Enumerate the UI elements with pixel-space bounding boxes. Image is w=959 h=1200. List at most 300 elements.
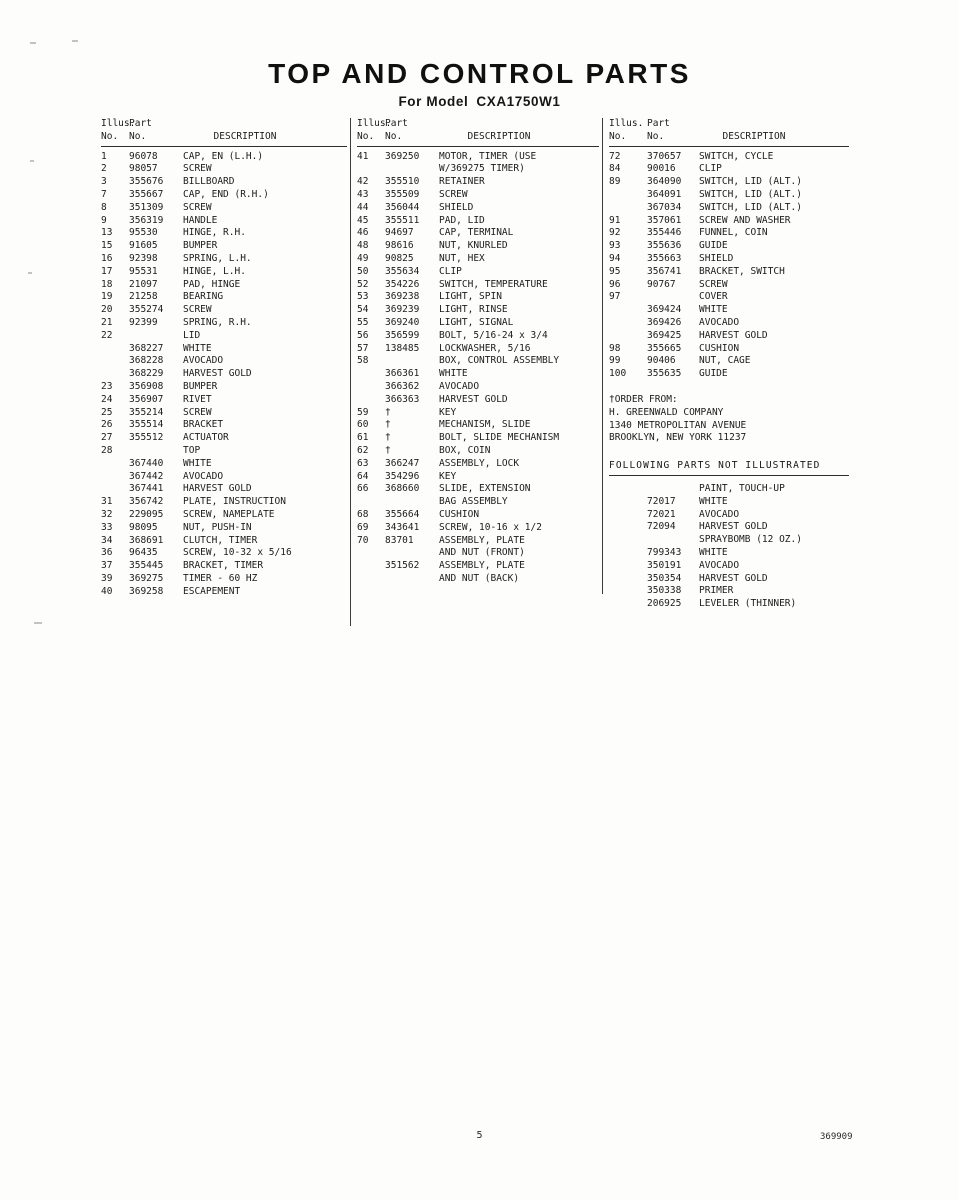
part-no-cell: 355665 <box>647 342 682 354</box>
parts-row <box>101 355 347 368</box>
illus-no-cell <box>609 330 647 343</box>
parts-row <box>609 279 849 292</box>
description-cell: W/369275 TIMER) <box>439 163 525 175</box>
part-no-cell <box>129 445 181 458</box>
description-cell: SWITCH, LID (ALT.) <box>699 176 802 188</box>
part-no-cell: 356907 <box>129 393 164 405</box>
parts-row <box>101 253 347 266</box>
part-no-cell: 355510 <box>385 176 420 188</box>
description-cell: CLIP <box>699 163 722 175</box>
illus-no-cell: 23 <box>101 380 113 392</box>
part-no-cell: 364091 <box>647 188 682 200</box>
description-cell: PAINT, TOUCH-UP <box>699 482 785 494</box>
description-cell: LOCKWASHER, 5/16 <box>439 342 531 354</box>
description-cell: SCREW, 10-16 x 1/2 <box>439 521 542 533</box>
parts-row <box>609 151 849 164</box>
parts-column-left <box>101 118 347 598</box>
parts-row <box>357 291 599 304</box>
description-cell: AVOCADO <box>183 355 224 367</box>
column-header <box>609 118 849 147</box>
part-no-cell: 356044 <box>385 201 420 213</box>
illus-no-cell: 16 <box>101 252 113 264</box>
illus-no-cell <box>609 202 647 215</box>
part-no-cell: 72017 <box>647 495 676 507</box>
parts-row <box>357 458 599 471</box>
part-no-cell <box>385 547 437 560</box>
part-no-cell: 96078 <box>129 150 158 162</box>
parts-row <box>609 176 849 189</box>
part-no-cell: 138485 <box>385 342 420 354</box>
description-cell: ESCAPEMENT <box>183 585 241 597</box>
parts-row <box>357 253 599 266</box>
illus-no-cell: 50 <box>357 265 369 277</box>
parts-row <box>101 368 347 381</box>
description-cell: GUIDE <box>699 368 728 380</box>
description-cell: ASSEMBLY, PLATE <box>439 560 525 572</box>
description-cell: SCREW <box>183 304 212 316</box>
header-part-label: Part <box>385 118 408 129</box>
page-number: 5 <box>476 1130 483 1141</box>
parts-row <box>357 279 599 292</box>
part-no-cell: 72021 <box>647 508 676 520</box>
parts-row <box>101 343 347 356</box>
description-cell: NUT, PUSH-IN <box>183 521 252 533</box>
parts-row <box>609 509 849 522</box>
header-no-label: No. <box>609 130 627 142</box>
description-cell: TIMER - 60 HZ <box>183 572 258 584</box>
description-cell: BRACKET, TIMER <box>183 560 264 572</box>
order-from-line: BROOKLYN, NEW YORK 11237 <box>609 432 747 444</box>
illus-no-cell: 58 <box>357 355 369 367</box>
illus-no-cell <box>609 189 647 202</box>
description-cell: NUT, KNURLED <box>439 240 508 252</box>
description-cell: SLIDE, EXTENSION <box>439 483 531 495</box>
description-cell: BEARING <box>183 291 224 303</box>
parts-row <box>357 483 599 496</box>
parts-row <box>357 215 599 228</box>
parts-row <box>101 419 347 432</box>
part-no-cell: 206925 <box>647 598 682 610</box>
part-no-cell: 98095 <box>129 521 158 533</box>
illus-no-cell: 28 <box>101 444 113 456</box>
illus-no-cell: 20 <box>101 304 113 316</box>
parts-row <box>101 483 347 496</box>
model-subtitle <box>0 94 959 109</box>
parts-row <box>101 471 347 484</box>
parts-row <box>357 471 599 484</box>
part-no-cell: † <box>385 444 391 456</box>
header-no-label: No. <box>647 130 665 142</box>
model-subtitle-prefix: For Model <box>398 94 469 109</box>
parts-column-right <box>609 118 849 611</box>
illus-no-cell: 32 <box>101 508 113 520</box>
page-title: TOP AND CONTROL PARTS <box>268 58 691 89</box>
description-cell: GUIDE <box>699 240 728 252</box>
parts-row <box>101 202 347 215</box>
part-no-cell: 368227 <box>129 342 164 354</box>
part-no-cell: 370657 <box>647 150 682 162</box>
part-no-cell: 369424 <box>647 304 682 316</box>
illus-no-cell: 66 <box>357 483 369 495</box>
description-cell: LIGHT, RINSE <box>439 304 508 316</box>
illus-no-cell: 46 <box>357 227 369 239</box>
parts-row <box>609 547 849 560</box>
parts-row <box>101 151 347 164</box>
illus-no-cell <box>101 355 129 368</box>
illus-no-cell: 21 <box>101 316 113 328</box>
parts-row <box>101 163 347 176</box>
description-cell: SCREW <box>183 201 212 213</box>
illus-no-cell: 1 <box>101 150 107 162</box>
part-no-cell: 355667 <box>129 188 164 200</box>
parts-row <box>101 266 347 279</box>
illus-no-cell: 84 <box>609 163 621 175</box>
description-cell: HARVEST GOLD <box>183 483 252 495</box>
description-cell: LIGHT, SPIN <box>439 291 502 303</box>
description-cell: LIGHT, SIGNAL <box>439 316 514 328</box>
order-from-line: 1340 METROPOLITAN AVENUE <box>609 419 747 431</box>
part-no-cell: 350338 <box>647 585 682 597</box>
part-no-cell: 368660 <box>385 483 420 495</box>
parts-row <box>609 560 849 573</box>
parts-column-middle <box>357 118 599 586</box>
parts-row <box>101 586 347 599</box>
part-no-cell <box>647 483 697 496</box>
description-cell: SHIELD <box>439 201 474 213</box>
parts-row <box>357 227 599 240</box>
illus-no-cell <box>357 496 385 509</box>
parts-row <box>609 291 849 304</box>
part-no-cell: 343641 <box>385 521 420 533</box>
column-header <box>357 118 599 147</box>
parts-row <box>101 215 347 228</box>
part-no-cell: 94697 <box>385 227 414 239</box>
description-cell: AVOCADO <box>699 508 740 520</box>
parts-row <box>609 585 849 598</box>
illus-no-cell: 26 <box>101 419 113 431</box>
part-no-cell: 92399 <box>129 316 158 328</box>
part-no-cell: 98616 <box>385 240 414 252</box>
illus-no-cell <box>609 521 647 534</box>
header-description-label: DESCRIPTION <box>467 130 531 142</box>
illus-no-cell: 7 <box>101 188 107 200</box>
part-no-cell: 368229 <box>129 368 164 380</box>
parts-row <box>101 573 347 586</box>
parts-row <box>101 304 347 317</box>
description-cell: WHITE <box>439 368 468 380</box>
parts-row <box>101 227 347 240</box>
scan-artifact <box>72 40 78 42</box>
description-cell: COVER <box>699 291 728 303</box>
part-no-cell: 96435 <box>129 547 158 559</box>
parts-row <box>101 330 347 343</box>
illus-no-cell: 96 <box>609 278 621 290</box>
illus-no-cell: 34 <box>101 534 113 546</box>
part-no-cell: 369240 <box>385 316 420 328</box>
illus-no-cell: 18 <box>101 278 113 290</box>
illus-no-cell <box>609 496 647 509</box>
parts-row <box>609 253 849 266</box>
description-cell: ACTUATOR <box>183 432 229 444</box>
description-cell: AVOCADO <box>183 470 224 482</box>
illus-no-cell <box>609 534 647 547</box>
header-part-label: Part <box>129 118 152 129</box>
illus-no-cell: 42 <box>357 176 369 188</box>
parts-row <box>357 176 599 189</box>
model-number: CXA1750W1 <box>476 94 561 109</box>
parts-row <box>609 240 849 253</box>
illus-no-cell: 94 <box>609 252 621 264</box>
illus-no-cell <box>357 573 385 586</box>
illus-no-cell: 48 <box>357 240 369 252</box>
description-cell: BOX, COIN <box>439 444 491 456</box>
illus-no-cell: 98 <box>609 342 621 354</box>
description-cell: WHITE <box>699 495 728 507</box>
parts-row <box>101 445 347 458</box>
order-from-line: H. GREENWALD COMPANY <box>609 406 724 418</box>
description-cell: CLIP <box>439 265 462 277</box>
description-cell: BOLT, 5/16-24 x 3/4 <box>439 329 548 341</box>
part-no-cell: 356319 <box>129 214 164 226</box>
part-no-cell: 369426 <box>647 316 682 328</box>
description-cell: SCREW <box>439 188 468 200</box>
illus-no-cell: 69 <box>357 521 369 533</box>
part-no-cell: 90016 <box>647 163 676 175</box>
illus-no-cell <box>609 560 647 573</box>
description-cell: SCREW, NAMEPLATE <box>183 508 275 520</box>
illus-no-cell: 43 <box>357 188 369 200</box>
part-no-cell: 369258 <box>129 585 164 597</box>
illus-no-cell: 22 <box>101 329 113 341</box>
part-no-cell: 355511 <box>385 214 420 226</box>
parts-row <box>357 240 599 253</box>
illus-no-cell: 57 <box>357 342 369 354</box>
illus-no-cell <box>609 509 647 522</box>
illus-no-cell: 63 <box>357 457 369 469</box>
description-cell: BUMPER <box>183 380 218 392</box>
illus-no-cell <box>101 471 129 484</box>
description-cell: HINGE, L.H. <box>183 265 246 277</box>
parts-row <box>101 547 347 560</box>
description-cell: LEVELER (THINNER) <box>699 598 797 610</box>
part-no-cell: 356742 <box>129 496 164 508</box>
illus-no-cell: 100 <box>609 368 627 380</box>
column-divider <box>602 118 603 594</box>
illus-no-cell: 89 <box>609 176 621 188</box>
illus-no-cell: 92 <box>609 227 621 239</box>
part-no-cell <box>647 291 697 304</box>
illus-no-cell: 3 <box>101 176 107 188</box>
description-cell: WHITE <box>699 546 728 558</box>
illus-no-cell: 40 <box>101 585 113 597</box>
illus-no-cell: 41 <box>357 150 369 162</box>
part-no-cell: 356599 <box>385 329 420 341</box>
illus-no-cell: 99 <box>609 355 621 367</box>
parts-row <box>357 266 599 279</box>
description-cell: MECHANISM, SLIDE <box>439 419 531 431</box>
description-cell: PAD, LID <box>439 214 485 226</box>
illus-no-cell: 60 <box>357 419 369 431</box>
part-no-cell <box>385 573 437 586</box>
description-cell: WHITE <box>183 342 212 354</box>
illus-no-cell: 72 <box>609 150 621 162</box>
part-no-cell: 355634 <box>385 265 420 277</box>
parts-row <box>609 496 849 509</box>
description-cell: HARVEST GOLD <box>699 572 768 584</box>
part-no-cell: 95530 <box>129 227 158 239</box>
parts-row <box>609 355 849 368</box>
part-no-cell: 369425 <box>647 329 682 341</box>
part-no-cell: † <box>385 406 391 418</box>
parts-row <box>357 343 599 356</box>
description-cell: SWITCH, LID (ALT.) <box>699 188 802 200</box>
parts-row <box>357 330 599 343</box>
parts-row <box>101 535 347 548</box>
illus-no-cell: 49 <box>357 252 369 264</box>
description-cell: SPRING, R.H. <box>183 316 252 328</box>
part-no-cell: 356741 <box>647 265 682 277</box>
description-cell: WHITE <box>183 457 212 469</box>
illus-no-cell: 64 <box>357 470 369 482</box>
description-cell: BOLT, SLIDE MECHANISM <box>439 432 560 444</box>
illus-no-cell <box>357 560 385 573</box>
description-cell: BUMPER <box>183 240 218 252</box>
header-no-label: No. <box>357 130 375 142</box>
header-illus-label: Illus. <box>101 118 136 129</box>
part-no-cell: 355636 <box>647 240 682 252</box>
parts-row <box>609 266 849 279</box>
illus-no-cell: 25 <box>101 406 113 418</box>
description-cell: FUNNEL, COIN <box>699 227 768 239</box>
description-cell: AVOCADO <box>439 380 480 392</box>
parts-row <box>101 432 347 445</box>
part-no-cell: † <box>385 419 391 431</box>
parts-row <box>357 202 599 215</box>
parts-row <box>101 240 347 253</box>
part-no-cell: 90767 <box>647 278 676 290</box>
part-no-cell: 229095 <box>129 508 164 520</box>
header-no-label: No. <box>129 130 147 142</box>
parts-row <box>101 317 347 330</box>
part-no-cell: 366361 <box>385 368 420 380</box>
header-description-label: DESCRIPTION <box>213 130 277 142</box>
description-cell: TOP <box>183 444 201 456</box>
parts-rows <box>609 151 849 381</box>
scan-artifact <box>34 622 42 624</box>
illus-no-cell <box>357 381 385 394</box>
illus-no-cell: 59 <box>357 406 369 418</box>
parts-row <box>101 509 347 522</box>
parts-row <box>357 394 599 407</box>
parts-row <box>101 458 347 471</box>
description-cell: SHIELD <box>699 252 734 264</box>
description-cell: CLUTCH, TIMER <box>183 534 258 546</box>
parts-row <box>101 381 347 394</box>
illus-no-cell: 27 <box>101 432 113 444</box>
description-cell: MOTOR, TIMER (USE <box>439 150 537 162</box>
illus-no-cell: 2 <box>101 163 107 175</box>
parts-row <box>357 407 599 420</box>
description-cell: SCREW AND WASHER <box>699 214 791 226</box>
illus-no-cell <box>609 598 647 611</box>
header-illus-label: Illus. <box>357 118 392 129</box>
description-cell: PAD, HINGE <box>183 278 241 290</box>
parts-row <box>609 368 849 381</box>
description-cell: SCREW <box>183 163 212 175</box>
illus-no-cell: 13 <box>101 227 113 239</box>
part-no-cell: 350354 <box>647 572 682 584</box>
part-no-cell: 21097 <box>129 278 158 290</box>
parts-row <box>609 483 849 496</box>
illus-no-cell: 45 <box>357 214 369 226</box>
illus-no-cell <box>609 573 647 586</box>
scan-artifact <box>28 272 32 274</box>
part-no-cell: 355445 <box>129 560 164 572</box>
description-cell: HARVEST GOLD <box>699 329 768 341</box>
description-cell: AND NUT (BACK) <box>439 572 520 584</box>
part-no-cell: 357061 <box>647 214 682 226</box>
part-no-cell: 98057 <box>129 163 158 175</box>
description-cell: SWITCH, LID (ALT.) <box>699 201 802 213</box>
parts-row <box>357 522 599 535</box>
scan-artifact <box>30 42 36 44</box>
description-cell: AVOCADO <box>699 316 740 328</box>
description-cell: WHITE <box>699 304 728 316</box>
part-no-cell <box>385 355 437 368</box>
part-no-cell: 367442 <box>129 470 164 482</box>
part-no-cell: 354226 <box>385 278 420 290</box>
illus-no-cell <box>609 585 647 598</box>
illus-no-cell <box>357 368 385 381</box>
parts-row <box>609 573 849 586</box>
parts-row <box>357 432 599 445</box>
illus-no-cell: 52 <box>357 278 369 290</box>
parts-row <box>609 189 849 202</box>
description-cell: CUSHION <box>439 508 480 520</box>
parts-row <box>357 535 599 548</box>
illus-no-cell <box>101 368 129 381</box>
part-no-cell: 369275 <box>129 572 164 584</box>
illus-no-cell <box>357 394 385 407</box>
part-no-cell: 92398 <box>129 252 158 264</box>
illus-no-cell: 93 <box>609 240 621 252</box>
part-no-cell: 364090 <box>647 176 682 188</box>
parts-row <box>357 163 599 176</box>
description-cell: NUT, CAGE <box>699 355 751 367</box>
parts-row <box>357 573 599 586</box>
description-cell: HARVEST GOLD <box>699 521 768 533</box>
parts-row <box>357 547 599 560</box>
illus-no-cell: 61 <box>357 432 369 444</box>
part-no-cell: 355509 <box>385 188 420 200</box>
part-no-cell: 366363 <box>385 393 420 405</box>
part-no-cell <box>385 163 437 176</box>
illus-no-cell: 68 <box>357 508 369 520</box>
description-cell: PLATE, INSTRUCTION <box>183 496 286 508</box>
part-no-cell: 368228 <box>129 355 164 367</box>
part-no-cell: 72094 <box>647 521 676 533</box>
description-cell: BOX, CONTROL ASSEMBLY <box>439 355 560 367</box>
description-cell: RETAINER <box>439 176 485 188</box>
part-no-cell: 366362 <box>385 380 420 392</box>
description-cell: KEY <box>439 406 457 418</box>
parts-rows <box>101 151 347 599</box>
not-illustrated-header: FOLLOWING PARTS NOT ILLUSTRATED <box>609 460 849 476</box>
part-no-cell: 355512 <box>129 432 164 444</box>
illus-no-cell <box>609 317 647 330</box>
part-no-cell: 799343 <box>647 546 682 558</box>
header-description-label: DESCRIPTION <box>722 130 786 142</box>
